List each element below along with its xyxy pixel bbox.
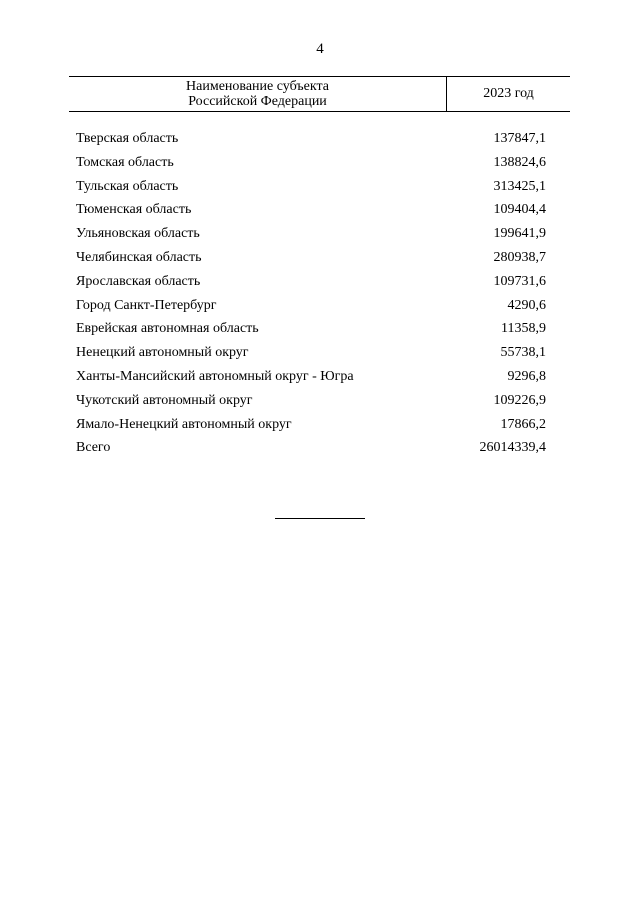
- row-name: Ханты-Мансийский автономный округ - Югра: [76, 368, 354, 384]
- end-divider: [275, 518, 365, 519]
- table-row: [76, 413, 546, 437]
- row-name: Чукотский автономный округ: [76, 392, 253, 408]
- column-header-year: 2023 год: [483, 86, 534, 101]
- row-value: 280938,7: [493, 249, 546, 265]
- table-row: [76, 198, 546, 222]
- row-value: 313425,1: [493, 178, 546, 194]
- table-body: [76, 127, 546, 460]
- row-value: 9296,8: [507, 368, 546, 384]
- row-value: 26014339,4: [479, 440, 546, 456]
- row-name: Еврейская автономная область: [76, 321, 259, 337]
- row-value: 109404,4: [493, 202, 546, 218]
- table-row: [76, 175, 546, 199]
- table-row: [76, 151, 546, 175]
- row-value: 17866,2: [500, 416, 546, 432]
- page-number: 4: [316, 41, 324, 57]
- row-name: Тверская область: [76, 131, 179, 146]
- row-name: Ненецкий автономный округ: [76, 345, 249, 361]
- row-value: 138824,6: [493, 154, 546, 170]
- row-value: 109226,9: [493, 392, 546, 408]
- row-name: Всего: [76, 440, 111, 456]
- table-row: [76, 389, 546, 413]
- table-row-total: [76, 436, 546, 460]
- row-value: 11358,9: [501, 321, 546, 337]
- row-name: Томская область: [76, 154, 174, 170]
- table-row: [76, 341, 546, 365]
- row-name: Тульская область: [76, 178, 179, 194]
- column-header-subject-line1: Наименование субъекта: [186, 79, 329, 94]
- column-header-subject: [69, 77, 447, 111]
- row-name: Тюменская область: [76, 202, 192, 218]
- table-row: [76, 246, 546, 270]
- table-row: [76, 365, 546, 389]
- table-row: [76, 294, 546, 318]
- row-value: 137847,1: [493, 131, 546, 146]
- row-name: Ярославская область: [76, 273, 201, 289]
- row-name: Челябинская область: [76, 249, 202, 265]
- row-value: 55738,1: [500, 345, 546, 361]
- table-row: [76, 317, 546, 341]
- row-value: 199641,9: [493, 226, 546, 242]
- row-value: 4290,6: [507, 297, 546, 313]
- row-value: 109731,6: [493, 273, 546, 289]
- table-row: [76, 270, 546, 294]
- table-row: [76, 127, 546, 151]
- table-header: [69, 76, 570, 112]
- table-row: [76, 222, 546, 246]
- column-header-subject-line2: Российской Федерации: [188, 94, 327, 109]
- row-name: Ульяновская область: [76, 226, 200, 242]
- row-name: Ямало-Ненецкий автономный округ: [76, 416, 292, 432]
- row-name: Город Санкт-Петербург: [76, 297, 217, 313]
